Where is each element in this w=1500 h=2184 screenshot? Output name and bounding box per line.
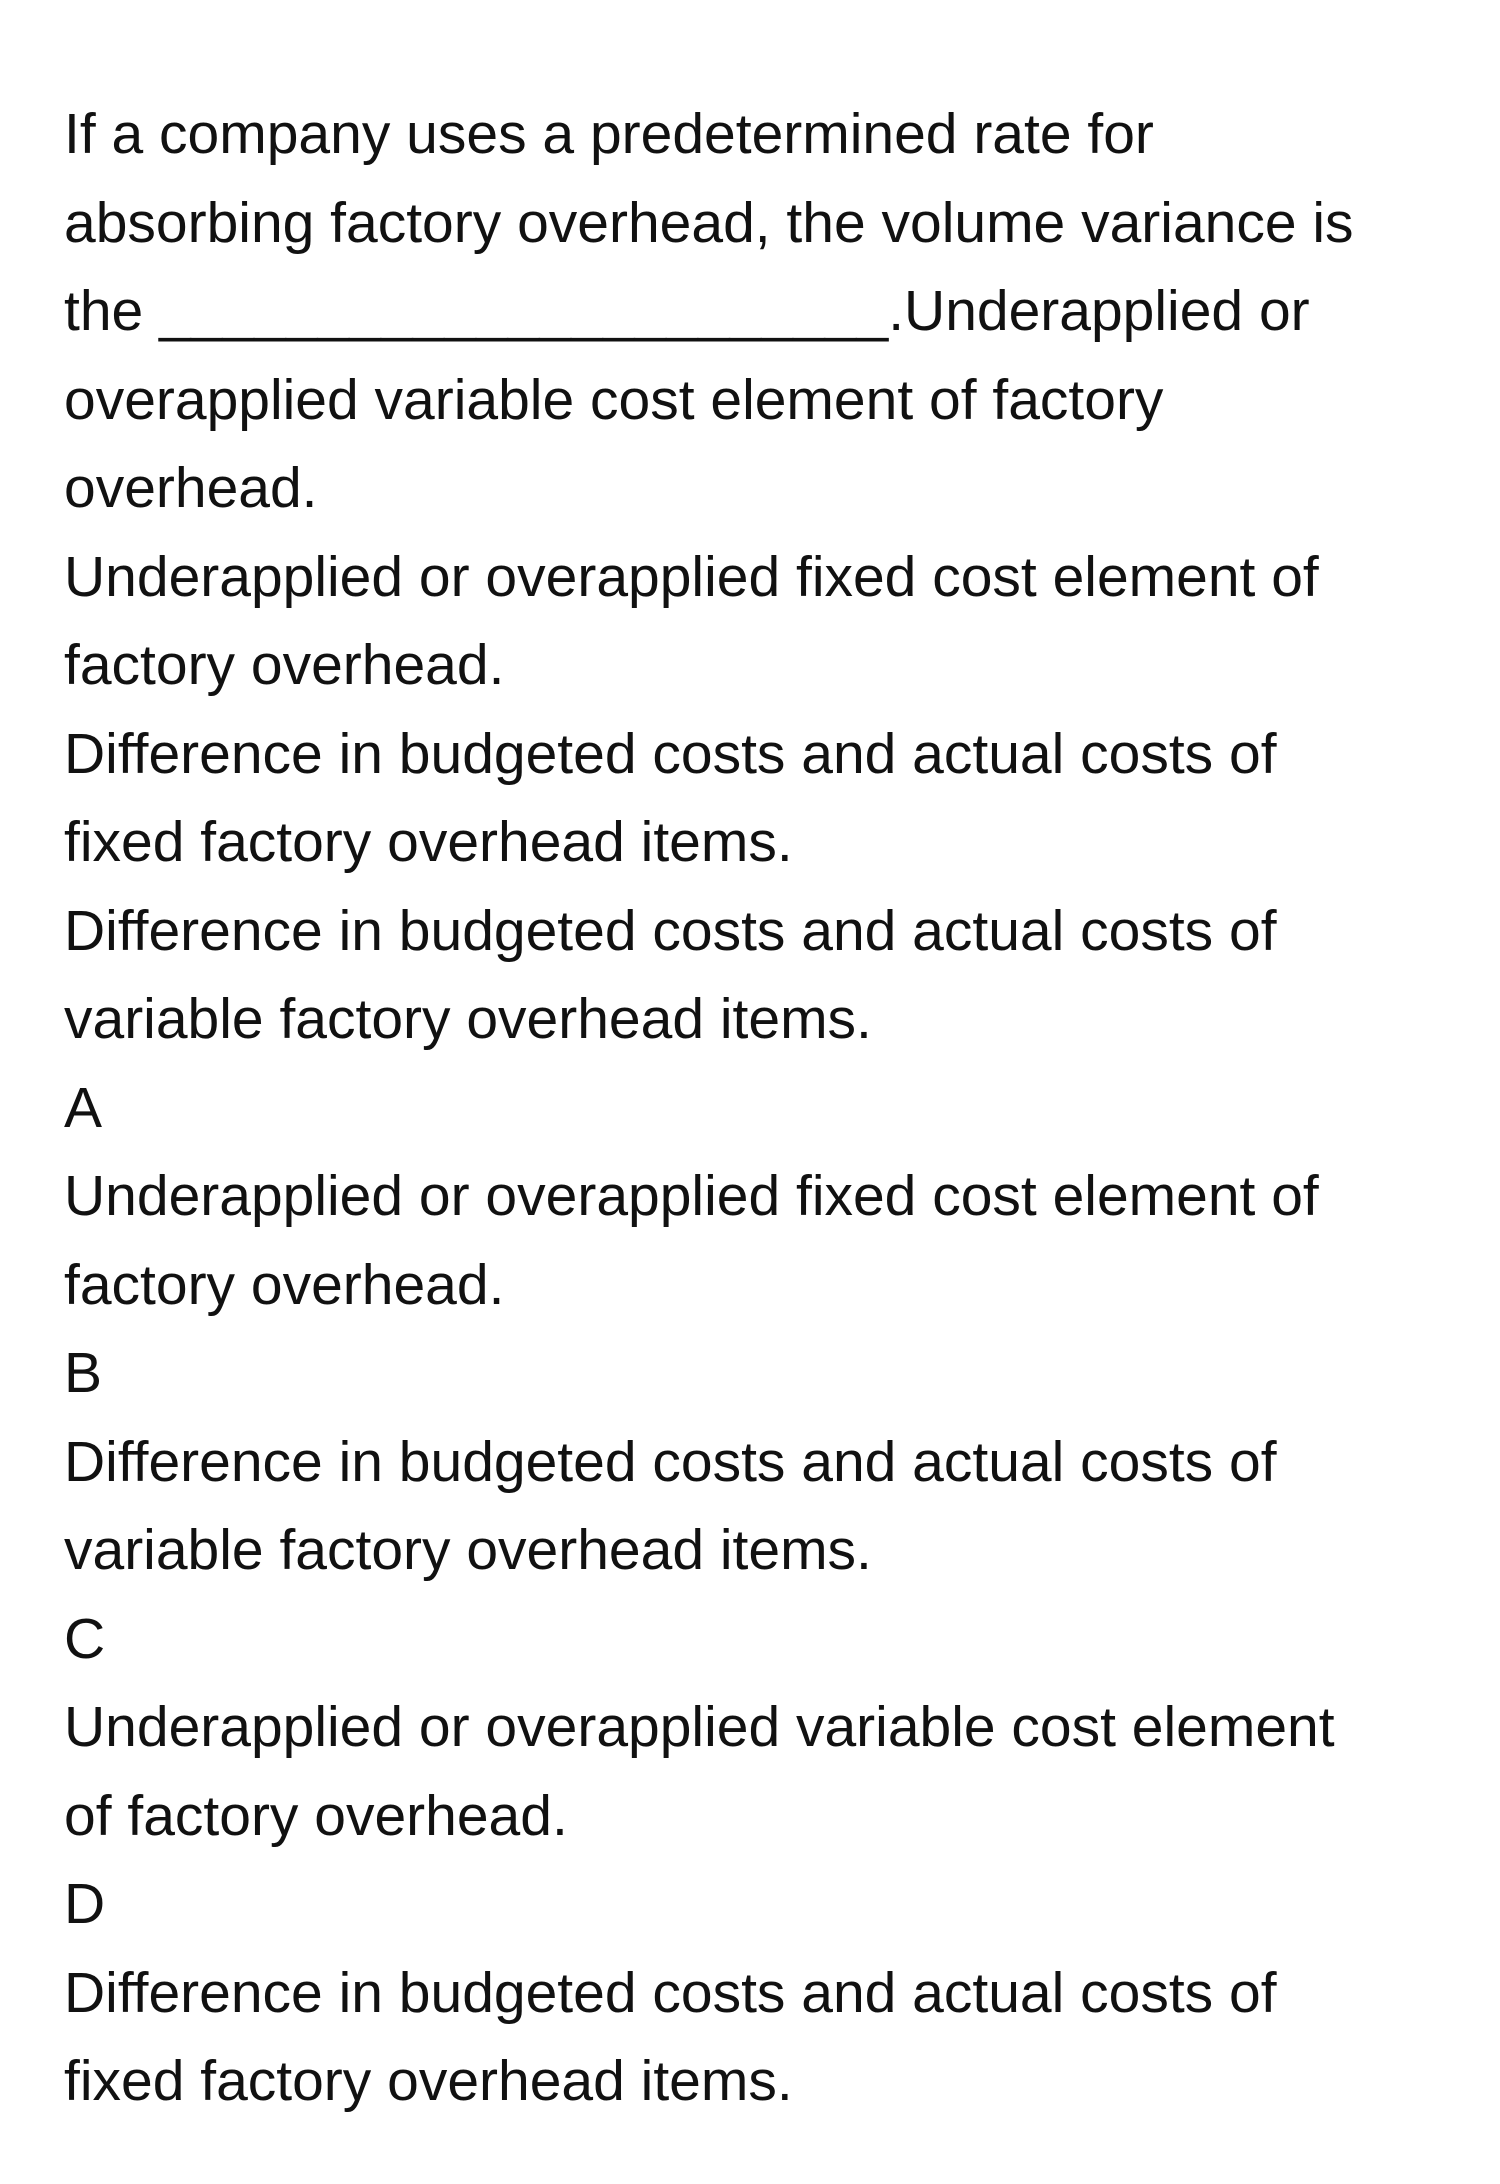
question-line: Difference in budgeted costs and actual costs of — [64, 898, 1277, 963]
question-line: fixed factory overhead items. — [64, 810, 793, 874]
option-text-line: factory overhead. — [64, 1252, 505, 1317]
option-text-line: Underapplied or overapplied fixed cost element of — [64, 1164, 1319, 1228]
option-text-line: Difference in budgeted costs and actual costs of — [64, 1960, 1277, 2025]
answer-option-a — [64, 1064, 1454, 1330]
answer-option-b — [64, 1329, 1454, 1595]
answer-option-c — [64, 1595, 1454, 1861]
option-text-line: fixed factory overhead items. — [64, 2049, 793, 2113]
option-text-line: Underapplied or overapplied variable cost element — [64, 1695, 1335, 1759]
option-letter: D — [64, 1872, 106, 1936]
question-line: factory overhead. — [64, 633, 505, 697]
question-line: Underapplied or overapplied fixed cost element of — [64, 544, 1319, 609]
question-line: variable factory overhead items. — [64, 987, 872, 1051]
question-line: the _______________________.Underapplied or — [64, 279, 1310, 343]
question-line: absorbing factory overhead, the volume variance is — [64, 190, 1354, 255]
question-line: If a company uses a predetermined rate for — [64, 102, 1154, 166]
option-text-line: of factory overhead. — [64, 1783, 568, 1848]
option-text-line: Difference in budgeted costs and actual costs of — [64, 1429, 1277, 1494]
question-line: overhead. — [64, 456, 318, 520]
option-letter: A — [64, 1075, 103, 1140]
question-document — [64, 90, 1454, 2126]
question-text — [64, 90, 1454, 1064]
answer-option-d — [64, 1860, 1454, 2126]
option-letter: C — [64, 1606, 106, 1671]
option-text-line: variable factory overhead items. — [64, 1518, 872, 1582]
question-line: overapplied variable cost element of factory — [64, 367, 1164, 432]
option-letter: B — [64, 1341, 103, 1405]
question-line: Difference in budgeted costs and actual costs of — [64, 721, 1277, 786]
